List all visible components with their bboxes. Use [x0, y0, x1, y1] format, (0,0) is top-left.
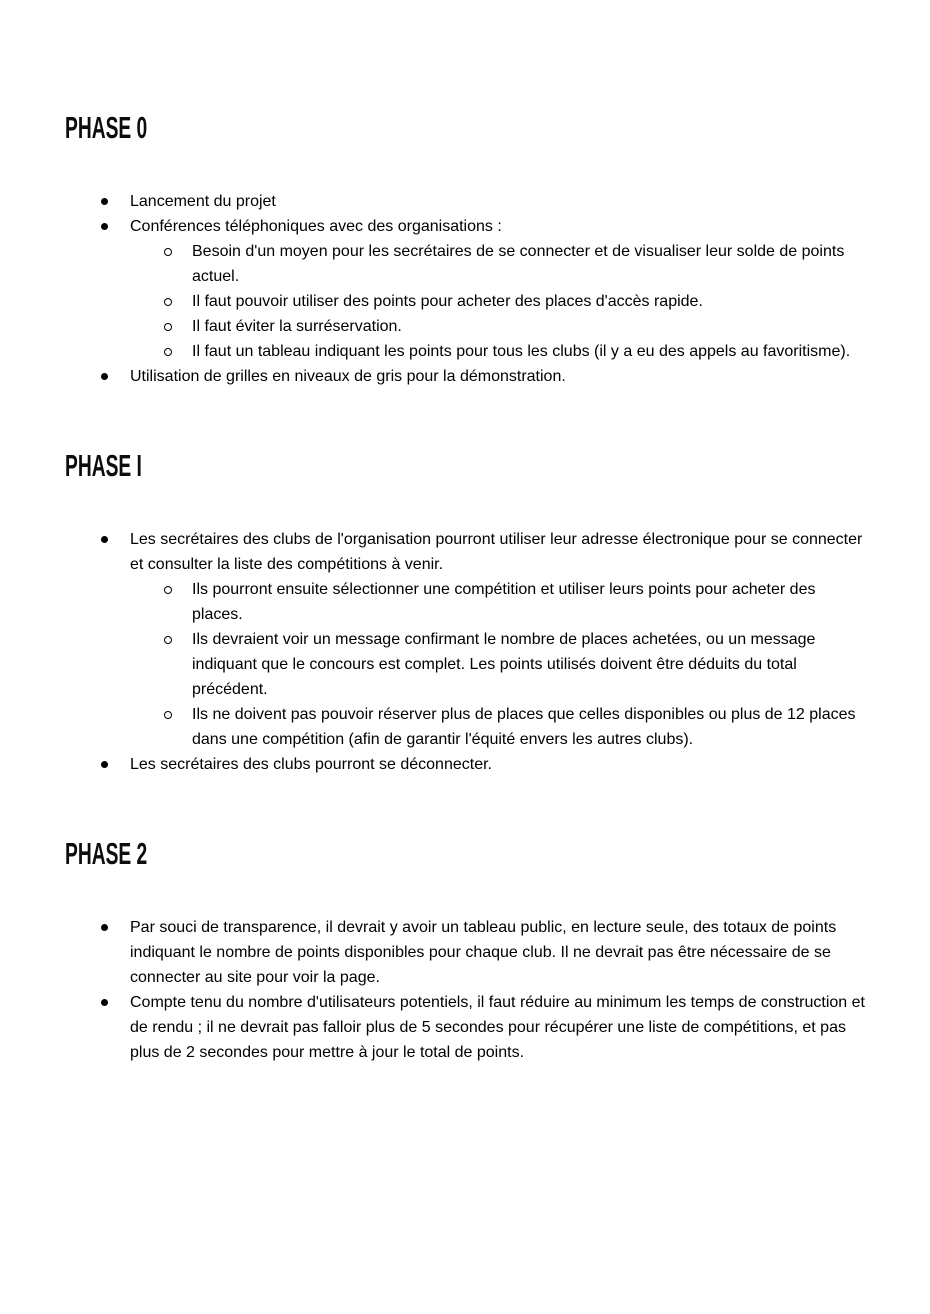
bullet-circle-icon: [164, 298, 172, 306]
list-item-text: Besoin d'un moyen pour les secrétaires de se connecter et de visualiser leur solde de points actuel.: [192, 243, 845, 285]
list-item: [65, 189, 875, 214]
section-phase-0: [65, 110, 875, 389]
bullet-icon: [101, 373, 108, 380]
section-heading: [65, 836, 875, 871]
section-phase-2: [65, 836, 875, 1065]
bullet-icon: [101, 999, 108, 1006]
list-item: [65, 314, 875, 339]
bullet-circle-icon: [164, 586, 172, 594]
bullet-circle-icon: [164, 323, 172, 331]
section-heading: [65, 110, 875, 145]
bullet-icon: [101, 536, 108, 543]
list-item-text: Ils pourront ensuite sélectionner une compétition et utiliser leurs points pour acheter des places.: [192, 581, 816, 623]
list-item-text: Utilisation de grilles en niveaux de gris pour la démonstration.: [130, 368, 566, 385]
bullet-list: [65, 527, 875, 777]
bullet-circle-icon: [164, 248, 172, 256]
list-item-text: Les secrétaires des clubs de l'organisation pourront utiliser leur adresse électronique pour se connecter et consulter la liste des compétitions à venir.: [130, 531, 863, 573]
bullet-circle-icon: [164, 711, 172, 719]
list-item: [65, 214, 875, 239]
bullet-icon: [101, 198, 108, 205]
bullet-icon: [101, 223, 108, 230]
list-item: [65, 702, 875, 752]
list-item-text: Conférences téléphoniques avec des organisations :: [130, 218, 502, 235]
section-heading-text: PHASE 2: [65, 836, 148, 871]
list-item: [65, 339, 875, 364]
section-heading-text: PHASE 0: [65, 110, 148, 145]
bullet-list: [65, 189, 875, 389]
list-item-text: Ils devraient voir un message confirmant le nombre de places achetées, ou un message indiquant que le concours est complet. Les points utilisés doivent être déduits du total précédent.: [192, 631, 816, 698]
bullet-circle-icon: [164, 348, 172, 356]
list-item: [65, 527, 875, 577]
section-heading-text: PHASE I: [65, 448, 142, 483]
list-item-text: Il faut éviter la surréservation.: [192, 318, 402, 335]
bullet-list: [65, 915, 875, 1065]
bullet-circle-icon: [164, 636, 172, 644]
list-item-text: Lancement du projet: [130, 193, 276, 210]
bullet-icon: [101, 924, 108, 931]
list-item-text: Ils ne doivent pas pouvoir réserver plus de places que celles disponibles ou plus de 12 places dans une compétition (afin de garantir l'équité envers les autres clubs).: [192, 706, 856, 748]
list-item: [65, 627, 875, 702]
list-item-text: Compte tenu du nombre d'utilisateurs potentiels, il faut réduire au minimum les temps de construction et de rendu ; il ne devrait pas falloir plus de 5 secondes pour récupérer une liste de compétitions, et pas plus de 2 secondes pour mettre à jour le total de points.: [130, 994, 865, 1061]
list-item: [65, 915, 875, 990]
bullet-icon: [101, 761, 108, 768]
list-item: [65, 239, 875, 289]
section-heading: [65, 448, 875, 483]
list-item: [65, 289, 875, 314]
list-item-text: Il faut pouvoir utiliser des points pour acheter des places d'accès rapide.: [192, 293, 703, 310]
list-item-text: Par souci de transparence, il devrait y avoir un tableau public, en lecture seule, des totaux de points indiquant le nombre de points disponibles pour chaque club. Il ne devrait pas être nécessaire de se connecter au site pour voir la page.: [130, 919, 837, 986]
section-phase-1: [65, 448, 875, 777]
list-item-text: Les secrétaires des clubs pourront se déconnecter.: [130, 756, 492, 773]
list-item: [65, 364, 875, 389]
list-item: [65, 577, 875, 627]
list-item: [65, 752, 875, 777]
list-item-text: Il faut un tableau indiquant les points pour tous les clubs (il y a eu des appels au favoritisme).: [192, 343, 851, 360]
list-item: [65, 990, 875, 1065]
